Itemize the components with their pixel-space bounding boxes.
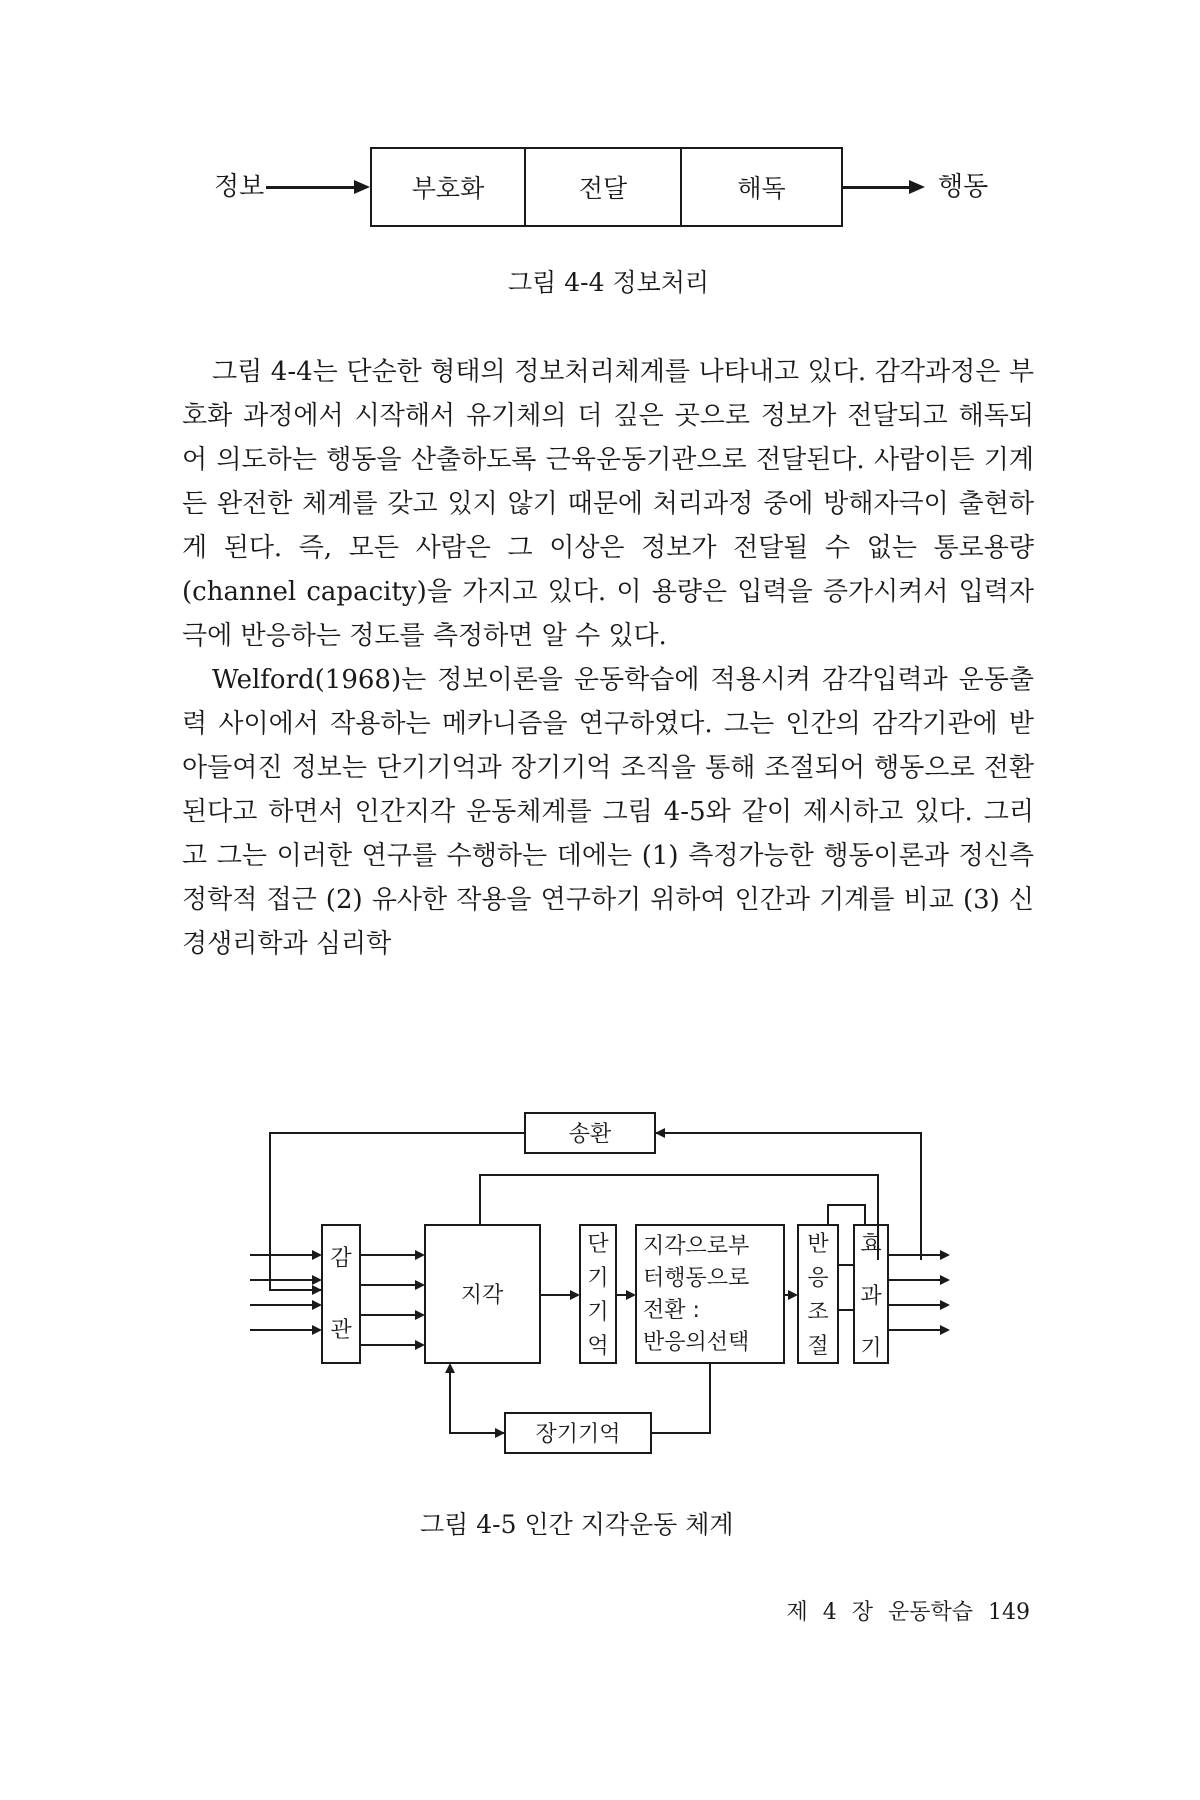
translation-line-1: 지각으로부 bbox=[643, 1234, 750, 1259]
inner-loop-line bbox=[828, 1205, 865, 1225]
footer-chapter-title: 운동학습 bbox=[887, 1600, 973, 1625]
paragraph-1: 그림 4-4는 단순한 형태의 정보처리체계를 나타내고 있다. 감각과정은 부호화 과정에서 시작해서 유기체의 더 깊은 곳으로 정보가 전달되고 해독되어 의도하는 행동을 산출하도록 근육운동기관으로 전달된다. 사람이든 기계든 완전한 체계를 갖고 있지 않기 때문에 처리과정 중에 방해자극이 출현하게 된다. 즉, 모든 사람은 그 이상은 정보가 전달될 수 없는 통로용량(channel capacity)을 가지고 있다. 이 용량은 입력을 증가시켜서 입력자극에 반응하는 정도를 측정하면 알 수 있다. bbox=[182, 357, 1034, 651]
stm-label-1: 단 bbox=[587, 1232, 609, 1257]
output-arrow-head bbox=[909, 180, 925, 194]
sense-organ-label-2: 관 bbox=[330, 1318, 352, 1343]
arrowhead-stm-translation bbox=[626, 1290, 636, 1300]
arrowhead-output-4 bbox=[940, 1325, 950, 1335]
stage-transmission-box bbox=[524, 147, 682, 227]
stm-label-3: 기 bbox=[587, 1300, 609, 1325]
response-control-label-3: 조 bbox=[807, 1300, 829, 1325]
arrowhead-perception-stm bbox=[570, 1290, 580, 1300]
arrowhead-sp-4 bbox=[415, 1340, 425, 1350]
body-text bbox=[182, 350, 1034, 966]
stm-label-4: 억 bbox=[587, 1334, 609, 1359]
effector-label-2: 과 bbox=[860, 1284, 882, 1309]
arrowhead-translation-response bbox=[788, 1290, 798, 1300]
figure-4-5-caption: 그림 4-5 인간 지각운동 체계 bbox=[420, 1510, 734, 1539]
arrowhead-sp-3 bbox=[415, 1310, 425, 1320]
figure-4-4 bbox=[0, 0, 1200, 300]
ltm-right-line bbox=[651, 1363, 710, 1433]
arrowhead-feedback-top bbox=[655, 1128, 665, 1138]
arrowhead-input-4 bbox=[312, 1325, 322, 1335]
arrowhead-sp-1 bbox=[415, 1250, 425, 1260]
feedback-line-left bbox=[270, 1133, 525, 1290]
output-arrow-line bbox=[843, 186, 913, 189]
paragraph-2: Welford(1968)는 정보이론을 운동학습에 적용시켜 감각입력과 운동출력 사이에서 작용하는 메카니즘을 연구하였다. 그는 인간의 감각기관에 받아들여진 정보는 단기기억과 장기기억 조직을 통해 조절되어 행동으로 전환된다고 하면서 인간지각 운동체계를 그림 4-5와 같이 제시하고 있다. 그리고 그는 이러한 연구를 수행하는 데에는 (1) 측정가능한 행동이론과 정신측정학적 접근 (2) 유사한 작용을 연구하기 위하여 인간과 기계를 비교 (3) 신경생리학과 심리학 bbox=[182, 665, 1034, 959]
stage-transmission-label: 전달 bbox=[578, 174, 628, 203]
translation-line-4: 반응의선택 bbox=[643, 1330, 750, 1355]
feedback-label: 송환 bbox=[568, 1122, 612, 1147]
translation-line-3: 전환 : bbox=[643, 1298, 700, 1323]
ltm-left-line bbox=[450, 1365, 505, 1433]
arrowhead-input-2 bbox=[312, 1275, 322, 1285]
arrowhead-ltm-up bbox=[445, 1363, 455, 1373]
output-label: 행동 bbox=[938, 172, 989, 202]
perception-label: 지각 bbox=[460, 1283, 504, 1308]
figure-4-5-diagram bbox=[250, 1105, 950, 1475]
input-label: 정보 bbox=[214, 172, 265, 202]
figure-4-4-caption: 그림 4-4 정보처리 bbox=[508, 268, 710, 297]
arrowhead-sp-2 bbox=[415, 1280, 425, 1290]
arrowhead-ltm-in bbox=[495, 1428, 505, 1438]
effector-label-1: 효 bbox=[860, 1232, 882, 1257]
arrowhead-output-1 bbox=[940, 1250, 950, 1260]
arrowhead-input-1 bbox=[312, 1250, 322, 1260]
stage-encoding-box bbox=[370, 147, 526, 227]
page-number: 149 bbox=[988, 1600, 1030, 1625]
input-arrow-head bbox=[354, 180, 370, 194]
stage-encoding-label: 부호화 bbox=[411, 174, 485, 203]
stage-decoding-box bbox=[680, 147, 843, 227]
ltm-label: 장기기억 bbox=[535, 1422, 621, 1447]
translation-line-2: 터행동으로 bbox=[643, 1266, 750, 1291]
page-footer bbox=[786, 1595, 1030, 1626]
stm-label-2: 기 bbox=[587, 1266, 609, 1291]
response-control-label-4: 절 bbox=[807, 1334, 829, 1359]
arrowhead-output-2 bbox=[940, 1275, 950, 1285]
response-control-label-1: 반 bbox=[807, 1232, 829, 1257]
arrowhead-input-3 bbox=[312, 1300, 322, 1310]
effector-label-3: 기 bbox=[860, 1336, 882, 1361]
footer-chapter: 제 4 장 bbox=[786, 1600, 873, 1625]
input-arrow-line bbox=[266, 186, 358, 189]
stage-decoding-label: 해독 bbox=[737, 174, 786, 203]
arrowhead-output-3 bbox=[940, 1300, 950, 1310]
arrowhead-feedback-left bbox=[312, 1285, 322, 1295]
response-control-label-2: 응 bbox=[807, 1266, 829, 1291]
sense-organ-label-1: 감 bbox=[330, 1246, 352, 1271]
